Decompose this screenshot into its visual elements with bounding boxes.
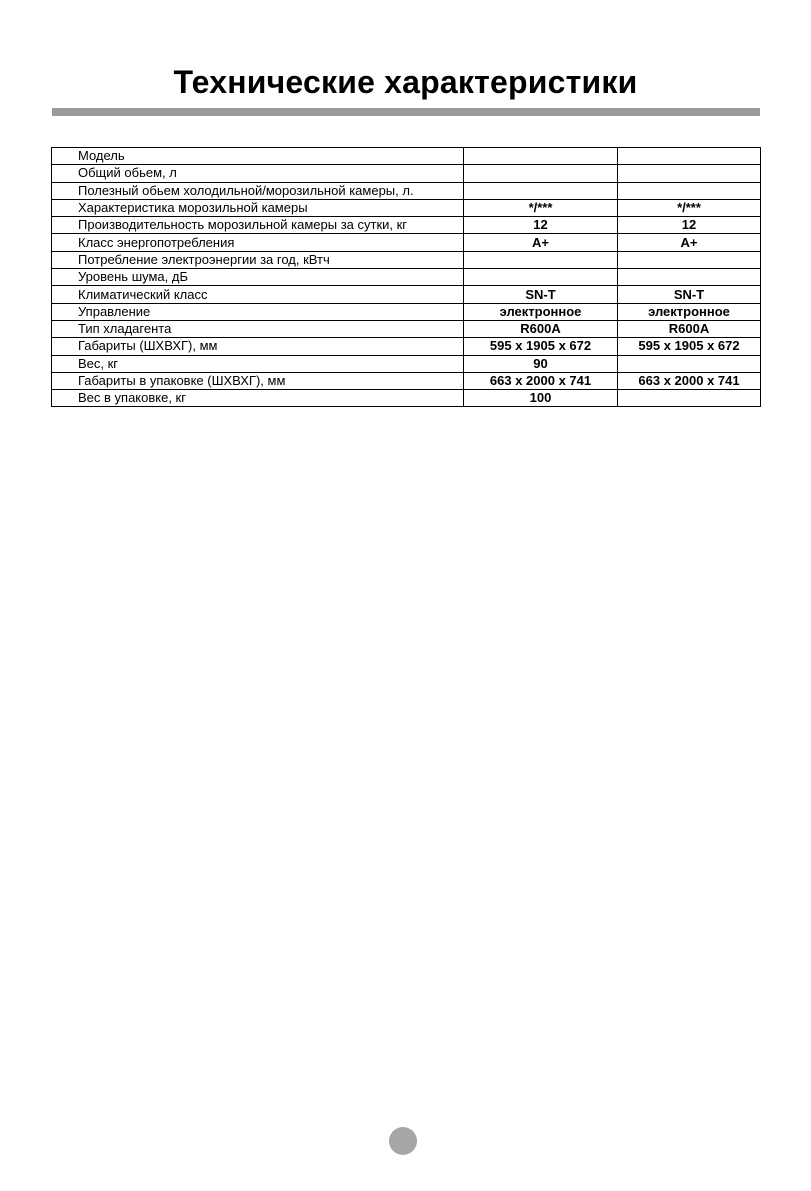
table-row bbox=[52, 338, 761, 355]
spec-value-model-1 bbox=[464, 165, 618, 182]
table-row bbox=[52, 165, 761, 182]
spec-value-model-2 bbox=[618, 390, 761, 407]
table-row bbox=[52, 217, 761, 234]
table-row bbox=[52, 355, 761, 372]
spec-label: Габариты (ШХВХГ), мм bbox=[52, 338, 464, 355]
spec-label: Вес в упаковке, кг bbox=[52, 390, 464, 407]
spec-value-model-2: 595 x 1905 x 672 bbox=[618, 338, 761, 355]
table-row bbox=[52, 390, 761, 407]
spec-value-model-2 bbox=[618, 251, 761, 268]
spec-label: Габариты в упаковке (ШХВХГ), мм bbox=[52, 372, 464, 389]
spec-value-model-2: SN-T bbox=[618, 286, 761, 303]
table-row bbox=[52, 199, 761, 216]
spec-value-model-1: 12 bbox=[464, 217, 618, 234]
spec-value-model-2: 12 bbox=[618, 217, 761, 234]
table-row bbox=[52, 234, 761, 251]
spec-value-model-2 bbox=[618, 355, 761, 372]
spec-label: Характеристика морозильной камеры bbox=[52, 199, 464, 216]
spec-value-model-2 bbox=[618, 269, 761, 286]
page-number-marker bbox=[389, 1127, 417, 1155]
table-row bbox=[52, 269, 761, 286]
spec-value-model-1 bbox=[464, 251, 618, 268]
spec-label: Уровень шума, дБ bbox=[52, 269, 464, 286]
spec-value-model-2 bbox=[618, 165, 761, 182]
table-row bbox=[52, 303, 761, 320]
spec-value-model-1: R600A bbox=[464, 320, 618, 337]
spec-value-model-2 bbox=[618, 148, 761, 165]
table-row bbox=[52, 251, 761, 268]
title-divider bbox=[52, 108, 760, 116]
spec-value-model-2: */*** bbox=[618, 199, 761, 216]
spec-value-model-2 bbox=[618, 182, 761, 199]
spec-value-model-2: электронное bbox=[618, 303, 761, 320]
spec-value-model-1 bbox=[464, 182, 618, 199]
spec-label: Климатический класс bbox=[52, 286, 464, 303]
page-title: Технические характеристики bbox=[173, 64, 638, 100]
spec-value-model-1: 595 x 1905 x 672 bbox=[464, 338, 618, 355]
spec-value-model-1: A+ bbox=[464, 234, 618, 251]
spec-label: Вес, кг bbox=[52, 355, 464, 372]
spec-label: Потребление электроэнергии за год, кВтч bbox=[52, 251, 464, 268]
spec-value-model-1: электронное bbox=[464, 303, 618, 320]
spec-value-model-1 bbox=[464, 148, 618, 165]
spec-label: Управление bbox=[52, 303, 464, 320]
spec-value-model-1: 663 x 2000 x 741 bbox=[464, 372, 618, 389]
spec-value-model-2: R600A bbox=[618, 320, 761, 337]
spec-label: Модель bbox=[52, 148, 464, 165]
spec-value-model-1: SN-T bbox=[464, 286, 618, 303]
spec-label: Общий обьем, л bbox=[52, 165, 464, 182]
table-row bbox=[52, 320, 761, 337]
spec-value-model-1: */*** bbox=[464, 199, 618, 216]
specifications-table bbox=[51, 147, 761, 407]
table-row bbox=[52, 286, 761, 303]
spec-label: Тип хладагента bbox=[52, 320, 464, 337]
table-row bbox=[52, 148, 761, 165]
spec-label: Полезный обьем холодильной/морозильной камеры, л. bbox=[52, 182, 464, 199]
spec-value-model-2: 663 x 2000 x 741 bbox=[618, 372, 761, 389]
spec-label: Класс энергопотребления bbox=[52, 234, 464, 251]
spec-value-model-2: A+ bbox=[618, 234, 761, 251]
spec-value-model-1: 100 bbox=[464, 390, 618, 407]
table-row bbox=[52, 182, 761, 199]
spec-value-model-1 bbox=[464, 269, 618, 286]
spec-label: Производительность морозильной камеры за сутки, кг bbox=[52, 217, 464, 234]
spec-value-model-1: 90 bbox=[464, 355, 618, 372]
table-row bbox=[52, 372, 761, 389]
